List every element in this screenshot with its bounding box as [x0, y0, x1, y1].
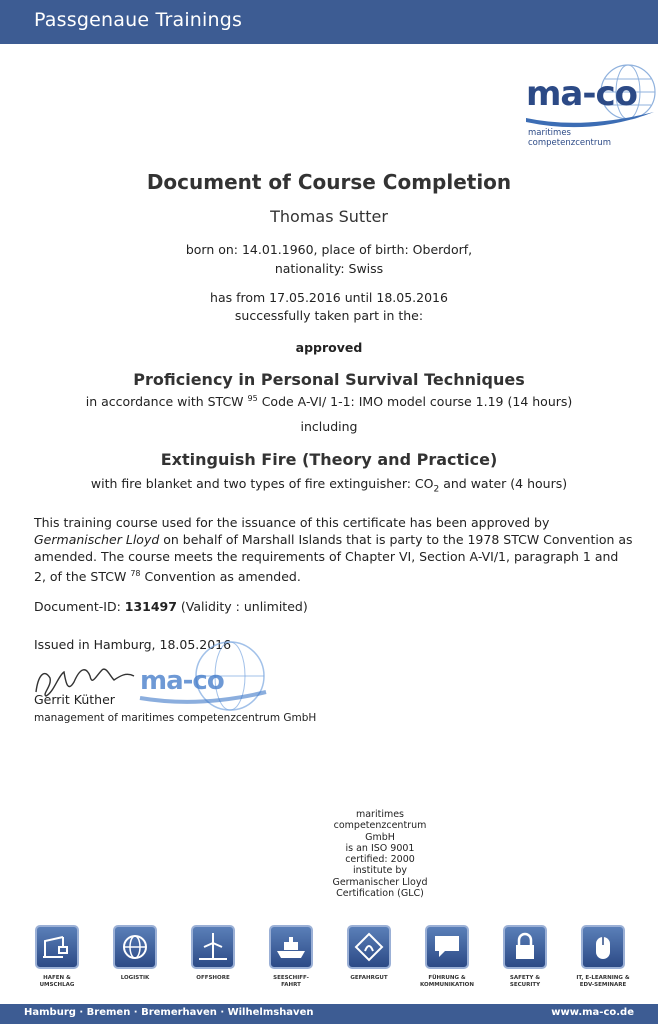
extinguish-description: with fire blanket and two types of fire extinguisher: $CO_2$ and water (4 hours)	[90, 476, 568, 495]
participant-name: Thomas Sutter	[270, 207, 388, 226]
header-bar	[0, 0, 658, 44]
hazard-icon	[349, 927, 389, 967]
hand-crane-icon	[37, 927, 77, 967]
lock-icon	[505, 927, 545, 967]
logo-mark: ma-co	[526, 74, 637, 114]
footer-cities: Hamburg · Bremen · Bremerhaven · Wilhelmshaven	[24, 1007, 314, 1018]
course-dates: has from 17.05.2016 until 18.05.2016 successfully taken part in the:	[210, 290, 448, 323]
course-accordance: in accordance with STCW $^{95}$ Code A-VI/ 1-1: IMO model course 1.19 (14 hours)	[85, 394, 573, 410]
birth-info: born on: 14.01.1960, place of birth: Oberdorf, nationality: Swiss	[185, 242, 473, 276]
icon-hafen: HAFEN & UMSCHLAG	[22, 925, 92, 988]
icon-gefahrgut: GEFAHRGUT	[334, 925, 404, 982]
signer-name: Gerrit Küther	[34, 692, 115, 707]
approval-paragraph: This training course used for the issuance of this certificate has been approved by Germanischer Lloyd on behalf of Marshall Islands that is party to the 1978 STCW Convention as amended. The course meets the requirements of Chapter VI, Section A-VI/1, paragraph 1 and 2, of the STCW $^{78}$ Convention as amended.	[34, 515, 633, 585]
icon-logistik: LOGISTIK	[100, 925, 170, 982]
including-label: including	[300, 419, 358, 434]
globe-icon	[115, 927, 155, 967]
iso-certification: maritimes competenzcentrum GmbH is an ISO 9001 certified: 2000 institute by Germanischer Lloyd Certification (GLC)	[332, 809, 428, 900]
issued-line: Issued in Hamburg, 18.05.2016	[34, 637, 232, 652]
document-title: Document of Course Completion	[146, 170, 512, 194]
extinguish-title: Extinguish Fire (Theory and Practice)	[160, 450, 498, 469]
wind-turbine-icon	[193, 927, 233, 967]
service-icons-row	[22, 925, 642, 1005]
icon-fuehrung: FÜHRUNG & KOMMUNIKATION	[412, 925, 482, 988]
signer-role: management of maritimes competenzcentrum GmbH	[34, 712, 317, 724]
mouse-icon	[583, 927, 623, 967]
ship-icon	[271, 927, 311, 967]
header-title: Passgenaue Trainings	[34, 9, 243, 31]
speech-icon	[427, 927, 467, 967]
course-title: Proficiency in Personal Survival Techniques	[133, 370, 525, 389]
stamp-mark: ma-co	[140, 666, 224, 696]
document-id: Document-ID: 131497 (Validity : unlimited)	[34, 599, 308, 614]
icon-safety: SAFETY & SECURITY	[490, 925, 560, 988]
icon-seeschifffahrt: SEESCHIFF- FAHRT	[256, 925, 326, 988]
footer-bar	[0, 1004, 658, 1024]
ma-co-logo	[522, 60, 658, 156]
approved-label: approved	[295, 340, 363, 355]
icon-offshore: OFFSHORE	[178, 925, 248, 982]
logo-subtitle: maritimes competenzcentrum	[528, 128, 611, 148]
footer-url[interactable]: www.ma-co.de	[551, 1007, 634, 1018]
icon-it-elearning: IT, E-LEARNING & EDV-SEMINARE	[568, 925, 638, 988]
